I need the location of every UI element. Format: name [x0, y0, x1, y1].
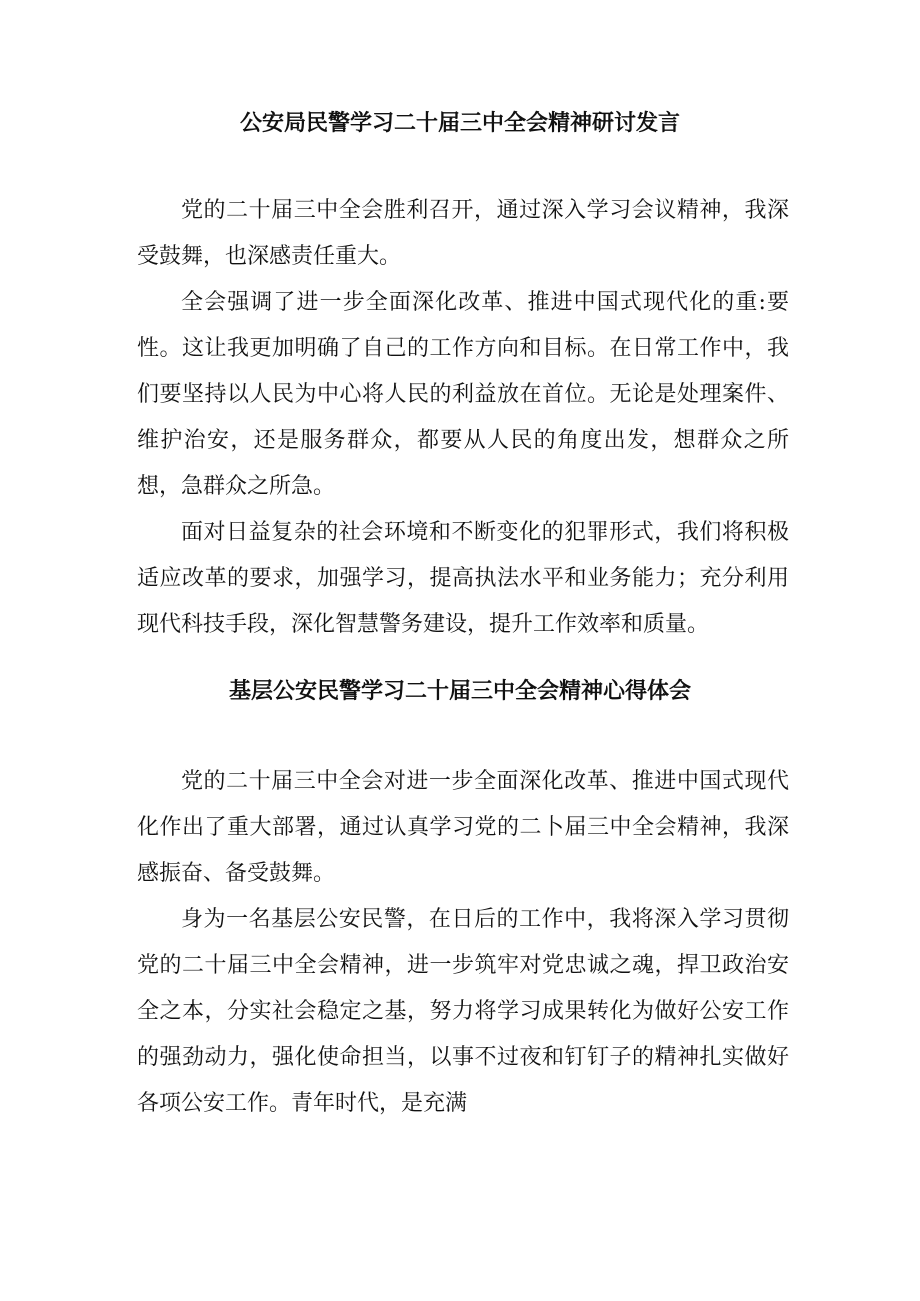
section-1-paragraph-1: 党的二十届三中全会胜利召开，通过深入学习会议精神，我深受鼓舞，也深感责任重大。: [137, 198, 789, 269]
section-1-body: [0, 188, 920, 648]
section-1-paragraph-2: 全会强调了进一步全面深化改革、推进中国式现代化的重:要性。这让我更加明确了自己的工作方向和目标。在日常工作中，我们要坚持以人民为中心将人民的利益放在首位。无论是处理案件、维护治安，还是服务群众，都要从人民的角度出发，想群众之所想，急群众之所急。: [137, 290, 789, 499]
section-2-paragraph-2: 身为一名基层公安民警，在日后的工作中，我将深入学习贯彻党的二十届三中全会精神，进一步筑牢对党忠诚之魂，捍卫政治安全之本，分实社会稳定之基，努力将学习成果转化为做好公安工作的强劲动力，强化使命担当，以事不过夜和钉钉子的精神扎实做好各项公安工作。青年时代，是充满: [137, 907, 789, 1116]
section-2-paragraph-1: 党的二十届三中全会对进一步全面深化改革、推进中国式现代化作出了重大部署，通过认真学习党的二卜届三中全会精神，我深感振奋、备受鼓舞。: [137, 769, 789, 886]
section-1-title: 公安局民警学习二十届三中全会精神研讨发言: [239, 111, 680, 136]
section-2-title: 基层公安民警学习二十届三中全会精神心得体会: [228, 679, 691, 704]
section-1-paragraph-3: 面对日益复杂的社会环境和不断变化的犯罪形式，我们将积极适应改革的要求，加强学习，提高执法水平和业务能力；充分利用现代科技手段，深化智慧警务建设，提升工作效率和质量。: [137, 520, 789, 637]
section-2-body: [0, 759, 920, 1127]
